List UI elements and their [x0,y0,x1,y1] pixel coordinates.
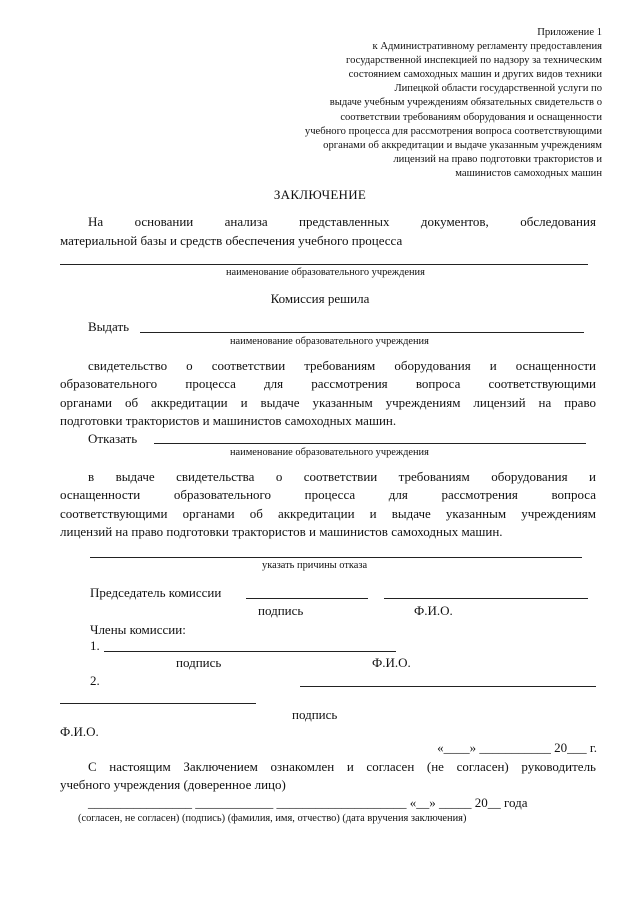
acknowledgement-line-2: учебного учреждения (доверенное лицо) [60,777,286,792]
member-2-signature-line[interactable] [300,686,596,687]
commission-decided: Комиссия решила [270,291,370,306]
appendix-line: государственной инспекцией по надзору за техническим [346,55,602,67]
refuse-text-line: оснащенности образовательного процесса для рассмотрения вопроса [60,487,596,503]
chairman-name-line[interactable] [384,598,588,599]
intro-word: основании [134,214,194,229]
member-2-number: 2. [90,673,100,688]
appendix-line: Липецкой области государственной услуги по [394,83,602,95]
issue-text-line: образовательного процесса для рассмотрения вопроса соответствующими [60,376,596,392]
refuse-text-line: соответствующими органами об аккредитации и выдаче указанным учреждениям [60,505,596,521]
intro-second-line: материальной базы и средств обеспечения учебного процесса [60,233,403,248]
appendix-line: состоянием самоходных машин и других видов техники [348,69,602,81]
refusal-reason-caption: указать причины отказа [262,560,368,571]
intro-word: документов, [420,214,489,229]
chairman-name-caption: Ф.И.О. [414,603,453,618]
member-2-signature-caption: подпись [292,707,338,722]
issue-label: Выдать [88,319,130,334]
chairman-signature-line[interactable] [246,598,368,599]
appendix-line: Приложение 1 [537,27,602,38]
member-2-name-caption: Ф.И.О. [60,724,99,739]
refuse-label: Отказать [88,431,138,446]
appendix-line: соответствии требованиям оборудования и оснащенности [340,111,602,123]
appendix-line: учебного процесса для рассмотрения вопроса соответствующими [304,125,602,137]
chairman-label: Председатель комиссии [90,585,222,600]
appendix-line: органами об аккредитации и выдаче указанным учреждениям [323,139,602,151]
refuse-text-line: лицензий на право подготовки трактористов и машинистов самоходных машин. [60,524,503,540]
appendix-line: выдаче учебным учреждениям обязательных свидетельств о [329,97,602,109]
appendix-line: машинистов самоходных машин [455,167,602,179]
conclusion-date-line[interactable]: «____» ___________ 20___ г. [437,740,597,755]
acknowledgement-fill-line[interactable]: ________________ ____________ ____________________ «__» _____ 20__ года [88,795,528,810]
acknowledgement-captions: (согласен, не согласен) (подпись) (фамилия, имя, отчество) (дата вручения заключения) [78,813,467,824]
member-1-signature-caption: подпись [176,655,222,670]
issue-text [60,357,596,431]
intro-word: представленных [299,214,390,229]
issue-text-line: свидетельство о соответствии требованиям оборудования и оснащенности [88,358,596,373]
intro-word: На [88,214,104,229]
appendix-line: к Административному регламенту предоставления [372,41,602,53]
member-2-name-line[interactable] [60,703,256,704]
acknowledgement-line-1: С настоящим Заключением ознакомлен и согласен (не согласен) руководитель [88,759,596,774]
institution-fill-line[interactable] [60,264,588,265]
document-title: ЗАКЛЮЧЕНИЕ [273,187,367,202]
appendix-line: лицензий на право подготовки трактористов и [393,153,602,165]
member-1-fill-line[interactable] [104,651,396,652]
intro-word: обследования [520,214,596,229]
institution-caption: наименование образовательного учреждения [226,267,425,278]
chairman-signature-caption: подпись [258,603,304,618]
intro-first-line [88,214,596,230]
issue-institution-fill-line[interactable] [140,332,584,333]
intro-word: анализа [224,214,268,229]
issue-text-line: подготовки трактористов и машинистов самоходных машин. [60,413,397,429]
refuse-text-line: в выдаче свидетельства о соответствии требованиям оборудования и [88,469,596,484]
refuse-text [60,468,596,542]
refuse-institution-fill-line[interactable] [154,443,586,444]
issue-caption: наименование образовательного учреждения [230,336,429,347]
member-1-number: 1. [90,638,100,653]
appendix-header [305,26,602,181]
issue-text-line: органами об аккредитации и выдаче указанным учреждениям лицензий на право [60,394,596,410]
members-label: Члены комиссии: [90,622,186,637]
refusal-reason-fill-line[interactable] [90,557,582,558]
refuse-caption: наименование образовательного учреждения [230,447,429,458]
member-1-name-caption: Ф.И.О. [372,655,411,670]
